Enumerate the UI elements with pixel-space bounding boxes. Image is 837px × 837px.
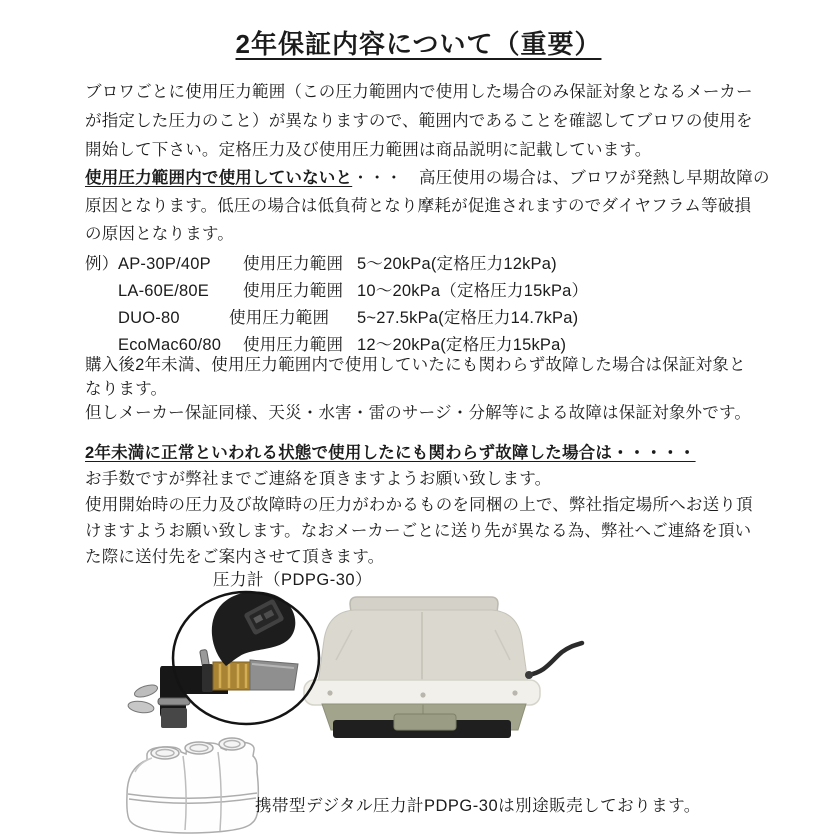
- page-title: 2年保証内容について（重要）: [235, 29, 602, 59]
- example-prefix: 例）: [85, 255, 119, 273]
- example-model: DUO-80: [118, 309, 180, 327]
- example-model: AP-30P/40P: [118, 255, 211, 273]
- example-row: [85, 278, 588, 305]
- power-cord: [528, 643, 582, 675]
- pressure-gauge-illustration: [127, 591, 319, 728]
- photo-caption: 携帯型デジタル圧力計PDPG-30は別途販売しております。: [255, 797, 701, 815]
- failure-procedure-line: た際に送付先をご案内させて頂きます。: [85, 548, 385, 566]
- intro-paragraph: [85, 78, 761, 165]
- pressure-warning-first-line: [85, 164, 770, 192]
- example-range: 12～20kPa(定格圧力15kPa): [357, 336, 567, 354]
- pressure-warning-line: の原因となります。: [85, 225, 234, 243]
- warranty-scope-paragraph: [85, 353, 761, 425]
- example-range: 10～20kPa（定格圧力15kPa）: [357, 282, 589, 300]
- failure-procedure-line: 使用開始時の圧力及び故障時の圧力がわかるものを同梱の上で、弊社指定場所へお送り頂: [85, 496, 753, 514]
- intro-line: が指定した圧力のこと）が異なりますので、範囲内であることを確認してブロワの使用を: [85, 112, 753, 130]
- wing-nut-icon: [127, 683, 159, 715]
- example-row: [85, 305, 588, 332]
- failure-procedure-heading: 2年未満に正常といわれる状態で使用したにも関わらず故障した場合は・・・・・: [85, 444, 696, 462]
- failure-procedure-section: [85, 440, 761, 570]
- intro-line: 開始して下さい。定格圧力及び使用圧力範囲は商品説明に記載しています。: [85, 141, 652, 159]
- example-label: 使用圧力範囲: [229, 309, 330, 327]
- example-model: EcoMac60/80: [118, 336, 222, 354]
- tank-line-drawing: [127, 738, 259, 833]
- pressure-warning-lead: 使用圧力範囲内で使用していないと: [85, 169, 353, 187]
- warranty-line: 但しメーカー保証同様、天災・水害・雷のサージ・分解等による故障は保証対象外です。: [85, 404, 752, 422]
- example-range: 5～20kPa(定格圧力12kPa): [357, 255, 557, 273]
- failure-procedure-line: けますようお願い致します。なおメーカーごとに送り先が異なる為、弊社へご連絡を頂い: [85, 522, 752, 540]
- pressure-warning-after-lead: ・・・ 高圧使用の場合は、ブロワが発熱し早期故障の: [352, 169, 770, 187]
- failure-procedure-line: お手数ですが弊社までご連絡を頂きますようお願い致します。: [85, 470, 552, 488]
- pressure-warning-paragraph: [85, 164, 770, 248]
- blower-illustration: [304, 597, 582, 738]
- intro-line: ブロワごとに使用圧力範囲（この圧力範囲内で使用した場合のみ保証対象となるメーカー: [85, 83, 753, 101]
- example-model: LA-60E/80E: [118, 282, 209, 300]
- example-range: 5~27.5kPa(定格圧力14.7kPa): [357, 309, 579, 327]
- pressure-examples-list: [85, 251, 588, 359]
- gauge-figure-label: 圧力計（PDPG-30）: [213, 571, 373, 589]
- pressure-warning-line: 原因となります。低圧の場合は低負荷となり摩耗が促進されますのでダイヤフラム等破損: [85, 197, 752, 215]
- example-row: [85, 251, 588, 278]
- warranty-line: なります。: [85, 380, 168, 398]
- warranty-line: 購入後2年未満、使用圧力範囲内で使用していたにも関わらず故障した場合は保証対象と: [85, 356, 746, 374]
- example-label: 使用圧力範囲: [243, 336, 344, 354]
- example-label: 使用圧力範囲: [243, 255, 344, 273]
- example-label: 使用圧力範囲: [243, 282, 344, 300]
